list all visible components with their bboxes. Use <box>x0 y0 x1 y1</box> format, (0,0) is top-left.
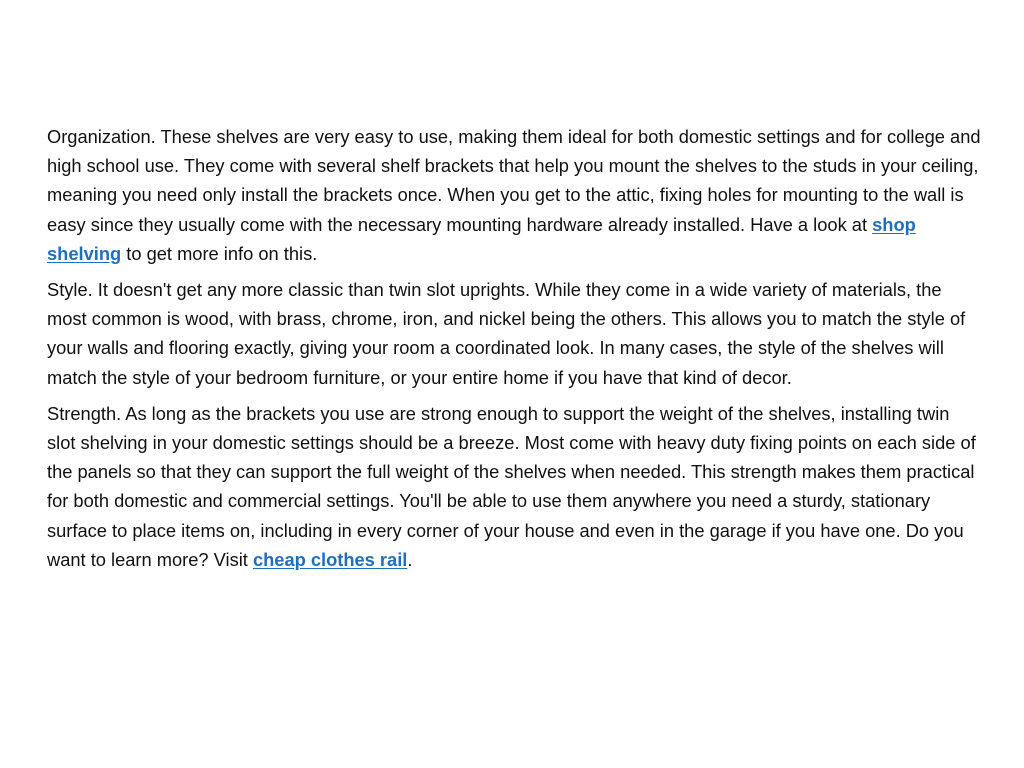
paragraph-text: . <box>407 548 413 570</box>
paragraph-style: Style. It doesn't get any more classic than twin slot uprights. While they come in a wide variety of materials, the most common is wood, with brass, chrome, iron, and nickel being the others. This allows you to match the style of your walls and flooring exactly, giving your room a coordinated look. In many cases, the style of the shelves will match the style of your bedroom furniture, or your entire home if you have that kind of decor. <box>47 279 966 388</box>
paragraph-text: to get more info on this. <box>121 242 318 264</box>
paragraph-text: Strength. As long as the brackets you use are strong enough to support the weight of the shelves, installing twin slot shelving in your domestic settings should be a breeze. Most come with heavy duty fixing points on each side of the panels so that they can support the full weight of the shelves when needed. This strength makes them practical for both domestic and commercial settings. You'll be able to use them anywhere you need a sturdy, stationary surface to place items on, including in every corner of your house and even in the garage if you have one. Do you want to learn more? Visit <box>47 402 976 570</box>
shop-shelving-link[interactable]: shop shelving <box>47 213 916 264</box>
paragraph-organization <box>47 122 982 268</box>
paragraph-text: Organization. These shelves are very easy to use, making them ideal for both domestic settings and for college and high school use. They come with several shelf brackets that help you mount the shelves to the studs in your ceiling, meaning you need only install the brackets once. When you get to the attic, fixing holes for mounting to the wall is easy since they usually come with the necessary mounting hardware already installed. Have a look at <box>47 126 981 235</box>
document-body <box>47 122 982 581</box>
paragraph-strength <box>47 399 982 574</box>
cheap-clothes-rail-link[interactable]: cheap clothes rail <box>252 548 408 570</box>
